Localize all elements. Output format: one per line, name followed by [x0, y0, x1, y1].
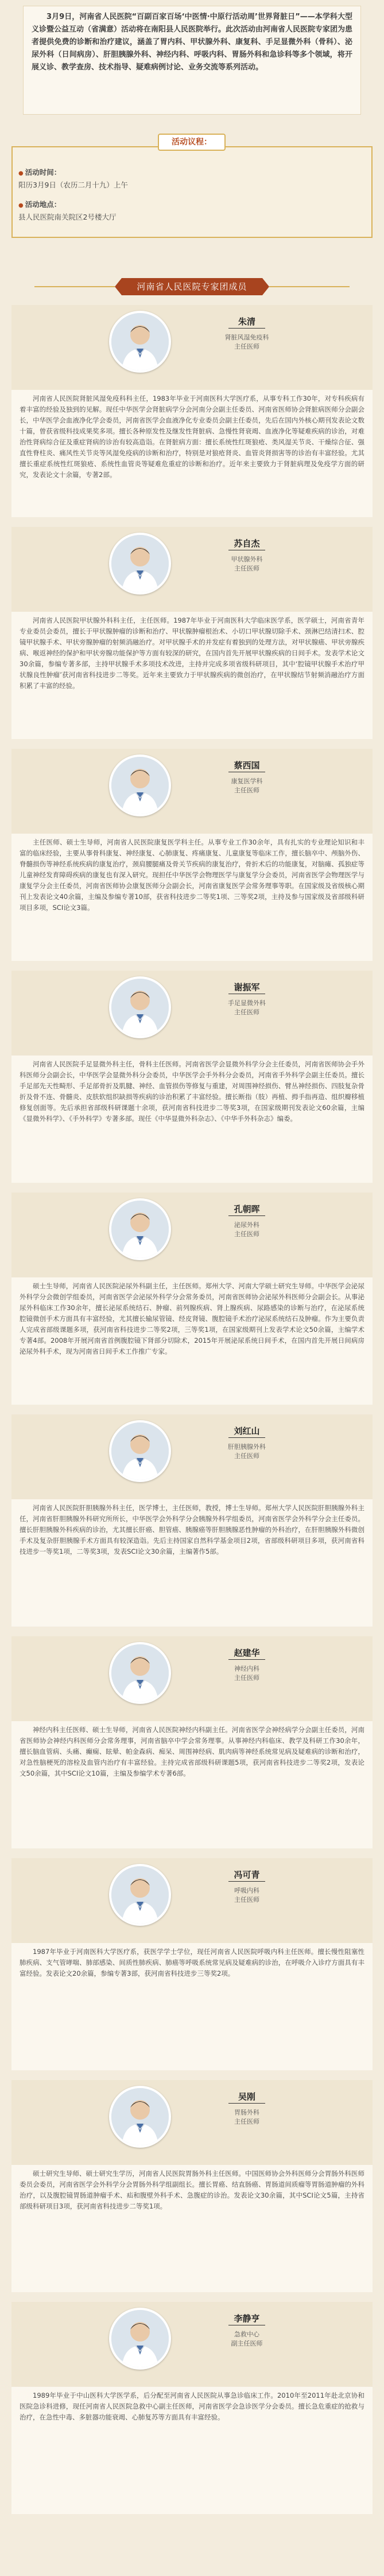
activity-place-value: 县人民医院南关院区2号楼大厅	[18, 213, 117, 221]
activity-time-value: 阳历3月9日（农历二月十九）上午	[18, 181, 128, 189]
expert-bio: 硕士研究生导师、硕士研究生学历，河南省人民医院胃肠外科主任医师。中国医师协会外科医师分会胃肠外科医师委员会委员，河南省医学会外科学分会胃肠外科学组副组长。擅长胃癌、结直肠癌、胃肠道间质瘤等胃肠道肿瘤的外科治疗，以及腹腔镜胃肠道肿瘤手术、疝和腹壁外科手术、急腹症的诊治。发表论文30余篇，其中SCI论文5篇，主持省部级科研项目3项，获河南省科技进步二等奖1项。	[11, 2165, 373, 2292]
expert-title: 副主任医师	[231, 2340, 263, 2347]
expert-bio: 硕士生导师，河南省人民医院泌尿外科副主任，主任医师。郑州大学、河南大学硕士研究生导师。中华医学会泌尿外科学分会微创学组委员，河南省医学会泌尿外科学分会常务委员，河南省医师协会泌尿外科医师分会副会长。从事泌尿外科临床工作30余年，擅长泌尿系统结石、肿瘤、前列腺疾病、肾上腺疾病、尿路感染的诊断与治疗，在泌尿系统腔镜微创手术方面具有丰富经验，尤其擅长输尿管镜、经皮肾镜、腹腔镜手术治疗泌尿系统结石及肿瘤。作为主要负责人完成省部级课题多项，获河南省科技进步二等奖2项，三等奖1项，在国家级期刊上发表学术论文50余篇，主编学术专著4部。2008年开展河南省首例腹腔镜下肾部分切除术，2015年开展泌尿系统日间手术，在国内首先开展日间病房泌尿外科手术，现为河南省日间手术工作推广专家。	[11, 1277, 373, 1405]
expert-photo	[109, 2308, 171, 2370]
doctor-avatar-icon	[111, 1422, 169, 1480]
bullet-icon: ●	[18, 170, 24, 177]
expert-header	[11, 1414, 373, 1499]
expert-photo	[109, 2086, 171, 2148]
intro-text: 3月9日，河南省人民医院“百副百家百场‘中医情·中原行活动周’世界肾脏日”——本学科大型义诊暨公益互动（省满意）活动将在南阳县人民医院举行。此次活动由河南省人民医院专家团为患者提供免费的诊断和治疗建议，涵盖了胃内科、甲状腺外科、康复科、手足显微外科（骨科）、泌尿外科（日间病房）、肝胆胰腺外科、神经内科、呼吸内科、胃肠外科和急诊科等多个领域，将开展义诊、教学查房、技术指导、疑难病例讨论、业务交流等系列活动。	[32, 13, 353, 72]
expert-photo	[109, 755, 171, 816]
expert-name: 冯可青	[234, 1870, 260, 1880]
banner-line-right	[269, 286, 350, 287]
expert-department: 肝胆胰腺外科	[228, 1443, 266, 1451]
name-underline	[228, 1437, 265, 1438]
expert-name: 谢振军	[234, 982, 260, 992]
expert-card	[0, 1193, 384, 1405]
expert-title: 主任医师	[234, 2118, 259, 2125]
expert-card	[0, 1414, 384, 1627]
expert-bio: 神经内科主任医师、硕士生导师，河南省人民医院神经内科副主任。河南省医学会神经病学分会副主任委员，河南省医师协会神经内科医师分会常务理事，河南省脑卒中学会常务理事。从事神经内科临床、教学及科研工作30余年，擅长脑血管病、头痛、癫痫、眩晕、帕金森病、痴呆、周围神经病、肌肉病等神经系统常见病及疑难病的诊断和治疗，对急性脑梗死的溶栓及血管内治疗有丰富经验。主持完成省部级科研课题5项，获河南省科技进步二等奖2项，发表论文50余篇，其中SCI论文10篇，主编及参编学术专著6部。	[11, 1721, 373, 1848]
expert-header	[11, 1636, 373, 1721]
expert-title: 主任医师	[234, 1230, 259, 1238]
activity-box	[11, 146, 373, 238]
expert-header	[11, 971, 373, 1056]
expert-card	[0, 749, 384, 961]
expert-name: 李静亨	[234, 2313, 260, 2324]
expert-header	[11, 2080, 373, 2165]
expert-card	[0, 1636, 384, 1848]
name-underline	[228, 1659, 265, 1660]
expert-bio: 河南省人民医院手足显微外科主任，骨科主任医师。河南省医学会显微外科学分会主任委员，河南省医师协会手外科医师分会副会长，中华医学会显微外科分会委员，中华医学会手外科分会委员，河南省手外科学会副主任委员。擅长手足部先天性畸形、手足部骨折及肌腱、神经、血管损伤等修复与重建，对周围神经损伤、臂丛神经损伤、四肢复杂骨折及骨不连、骨髓炎、皮肤软组织缺损等疾病的诊治积累了丰富经验。擅长断指（肢）再植、拇手指再造、组织瓣移植修复创面等。先后承担省部级科研课题十余项，获河南省科技进步二等奖3项，在国家级期刊发表论文60余篇，主编《显微外科学》、《手外科学》专著多部。现任《中华显微外科杂志》、《中华手外科杂志》编委。	[11, 1056, 373, 1183]
doctor-avatar-icon	[111, 2088, 169, 2145]
expert-card	[0, 2080, 384, 2292]
activity-heading: 活动议程：	[158, 134, 226, 151]
expert-title: 主任医师	[234, 1674, 259, 1682]
expert-team-banner: 河南省人民医院专家团成员	[122, 278, 262, 295]
expert-card	[0, 1858, 384, 2070]
expert-photo	[109, 1198, 171, 1260]
intro-box	[23, 6, 361, 115]
expert-photo	[109, 1642, 171, 1704]
expert-bio: 河南省人民医院肝胆胰腺外科主任，医学博士，主任医师，教授，博士生导师。郑州大学人民医院肝胆胰腺外科主任，河南省肝胆胰腺外科研究所所长，中华医学会外科学分会胰腺外科学组委员，河南省医学会外科学分会主任委员。擅长肝胆胰腺外科疾病的诊治，尤其擅长肝癌、胆管癌、胰腺癌等肝胆胰腺恶性肿瘤的外科治疗，在肝胆胰腺外科微创手术及复杂肝胆胰腺手术方面具有较深造诣。先后主持国家自然科学基金项目2项，省部级科研项目多项，获河南省科技进步一等奖1项，二等奖3项，发表SCI论文30余篇，主编著作5部。	[11, 1499, 373, 1627]
expert-name: 吴刚	[238, 2092, 255, 2102]
expert-bio: 1989年毕业于中山医科大学医学系，后分配至河南省人民医院从事急诊临床工作。2010年至2011年赴北京协和医院急诊科进修，现任河南省人民医院急救中心副主任医师，河南省医学会急诊医学分会委员。擅长急危重症的抢救与治疗，在急性中毒、多脏器功能衰竭、心肺复苏等方面具有丰富经验。	[11, 2387, 373, 2514]
name-underline	[228, 1881, 265, 1882]
expert-card	[0, 2302, 384, 2514]
expert-title: 主任医师	[234, 1896, 259, 1903]
expert-header	[11, 2302, 373, 2387]
expert-name: 孔朝晖	[234, 1204, 260, 1214]
expert-title: 主任医师	[234, 1452, 259, 1460]
doctor-avatar-icon	[111, 1866, 169, 1924]
doctor-avatar-icon	[111, 1201, 169, 1258]
expert-department: 胃肠外科	[234, 2109, 259, 2116]
expert-name: 赵建华	[234, 1648, 260, 1658]
expert-name: 朱清	[238, 316, 255, 327]
activity-place-label: ● 活动地点：	[18, 200, 61, 209]
doctor-avatar-icon	[111, 2310, 169, 2367]
expert-name: 苏自杰	[234, 538, 260, 549]
expert-title: 主任医师	[234, 343, 259, 350]
expert-department: 呼吸内科	[234, 1887, 259, 1894]
expert-bio: 1987年毕业于河南医科大学医疗系，获医学学士学位，现任河南省人民医院呼吸内科主任医师。擅长慢性阻塞性肺疾病、支气管哮喘、肺部感染、间质性肺疾病、肺癌等呼吸系统常见病及疑难病的诊治，在呼吸介入诊疗方面具有丰富经验。发表论文20余篇，参编专著3部，获河南省科技进步三等奖2项。	[11, 1943, 373, 2070]
expert-bio: 主任医师、硕士生导师，河南省人民医院康复医学科主任。从事专业工作30余年，具有扎实的专业理论知识和丰富的临床经验，主要从事骨科康复、神经康复、心肺康复、疼痛康复、儿童康复等临床工作，擅长脑卒中、颅脑外伤、脊髓损伤等神经系统疾病的康复治疗，颈肩腰腿痛及骨关节疾病的康复治疗，骨折术后的功能康复，对脑瘫、孤独症等儿童神经发育障碍疾病的康复也有深入研究。现担任中华医学会物理医学与康复学分会委员，河南省医学会物理医学与康复学分会主任委员，河南省医师协会康复医师分会副会长，河南省康复医学会常务理事等职。在国家级及省级核心期刊上发表论文40余篇，主编及参编专著10部，获省科技进步二等奖1项、三等奖2项，主持及参与国家级及省部级科研项目多项，SCI论文3篇。	[11, 834, 373, 961]
expert-title: 主任医师	[234, 787, 259, 794]
expert-title: 主任医师	[234, 565, 259, 572]
expert-department: 肾脏风湿免疫科	[224, 334, 269, 341]
activity-time-label: ● 活动时间：	[18, 168, 61, 177]
bullet-icon: ●	[18, 202, 24, 209]
expert-header	[11, 1193, 373, 1277]
expert-department: 神经内科	[234, 1665, 259, 1672]
expert-header	[11, 305, 373, 390]
expert-department: 手足显微外科	[228, 999, 266, 1007]
expert-bio: 河南省人民医院甲状腺外科科主任，主任医师。1987年毕业于河南医科大学临床医学系，医学硕士，河南省青年专业委员会委员，擅长于甲状腺肿瘤的诊断和治疗、甲状腺肿瘤根治术、小切口甲状腺切除手术、颈淋巴结清扫术、腔镜甲状腺手术、甲状旁腺肿瘤的射频消融治疗。对甲状腺手术的并发症有着独到的处理方法，对甲状腺癌、甲状旁腺疾病、喉返神经的保护和甲状旁腺功能保护等方面有较深的研究，在国内首先开展甲状腺疾病的日间手术。发表学术论文30余篇，参编专著多部，主持甲状腺手术多项技术改进，主持并完成多项省级科研项目，其中‘腔镜甲状腺手术治疗甲状腺良性肿瘤’获河南省科技进步二等奖。近年来主要致力于甲状腺疾病的微创治疗，在甲状腺结节射频消融治疗方面积累了丰富的经验。	[11, 612, 373, 739]
expert-card	[0, 527, 384, 739]
expert-department: 康复医学科	[231, 777, 263, 785]
expert-department: 泌尿外科	[234, 1221, 259, 1229]
banner-line-left	[34, 286, 115, 287]
expert-photo	[109, 311, 171, 373]
expert-photo	[109, 1420, 171, 1482]
name-underline	[228, 328, 265, 329]
expert-header	[11, 527, 373, 612]
expert-department: 甲状腺外科	[231, 556, 263, 563]
expert-title: 主任医师	[234, 1008, 259, 1016]
doctor-avatar-icon	[111, 535, 169, 592]
name-underline	[228, 1215, 265, 1216]
expert-department: 急救中心	[234, 2331, 259, 2338]
expert-name: 刘红山	[234, 1426, 260, 1436]
expert-name: 蔡西国	[234, 760, 260, 771]
expert-header	[11, 1858, 373, 1943]
doctor-avatar-icon	[111, 313, 169, 370]
expert-card	[0, 305, 384, 517]
expert-photo	[109, 976, 171, 1038]
expert-photo	[109, 533, 171, 595]
doctor-avatar-icon	[111, 979, 169, 1036]
expert-bio: 河南省人民医院肾脏风湿免疫科科主任，1983年毕业于河南医科大学医疗系，从事专科工作30年，对专科疾病有着丰富的经验及独到的见解。现任中华医学会肾脏病学分会河南分会副主任委员、河南省医师协会肾脏病医师分会副会长，中华医学会血液净化学会委员，河南省医学会血液净化专业委员会副主任委员，先后在国内外核心期刊发表论文数十篇，曾获省级科技成果奖多项。擅长各种原发性及继发性肾脏病、急慢性肾衰竭、血液净化等疑难疾病的诊治，对难治性肾病综合征及重症肾病的诊治有较高造诣。在肾脏病方面：擅长系统性红斑狼疮、类风湿关节炎、干燥综合征、强直性脊柱炎、痛风性关节炎等风湿免疫病的诊断和治疗，特别是对狼疮肾炎、血管炎肾损害等的诊治有丰富经验。尤其擅长重症系统性红斑狼疮、系统性血管炎等疑难危重症的诊断和治疗。近年来主要致力于肾脏病理及免疫学方面的研究，发表论文十余篇，专著2部。	[11, 390, 373, 517]
expert-header	[11, 749, 373, 834]
expert-card	[0, 971, 384, 1183]
name-underline	[228, 2103, 265, 2104]
expert-photo	[109, 1864, 171, 1926]
doctor-avatar-icon	[111, 1644, 169, 1702]
doctor-avatar-icon	[111, 757, 169, 814]
